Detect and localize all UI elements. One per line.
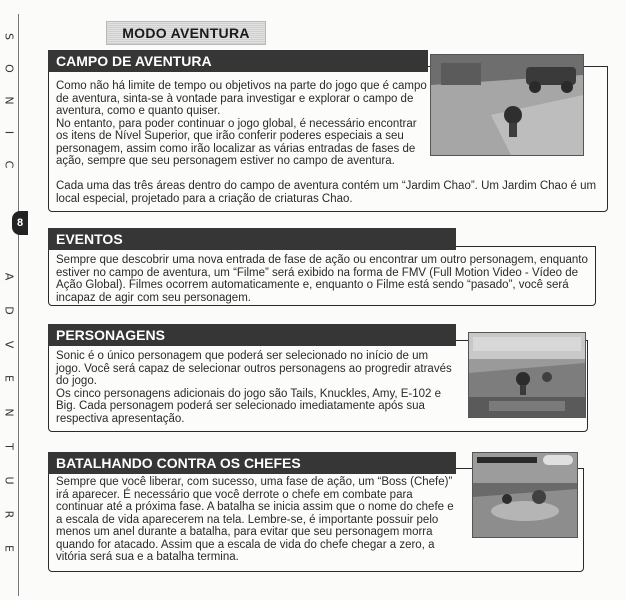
side-letter: A (2, 272, 16, 281)
screenshot-adventure-field (430, 54, 584, 156)
side-letter: V (2, 340, 16, 349)
side-letter: S (2, 33, 16, 40)
paragraph: Cada uma das três áreas dentro do campo de aventura contém um “Jardim Chao”. Um Jardim Chao é um local especial, projetado para a criação de criaturas Chao. (56, 180, 597, 205)
paragraph: Como não há limite de tempo ou objetivos na parte do jogo que é campo de aventura, sinta-se à vontade para investigar e explorar o campo de aventura, como e quanto quiser. (56, 80, 427, 117)
section-eventos-text (56, 254, 590, 304)
paragraph: Sempre que você liberar, com sucesso, uma fase de ação, um “Boss (Chefe)” irá aparecer. É necessário que você derrote o chefe em combate para continuar até a próxima fase. A batalha se inicia assim que o nome do chefe e a escala de vida aparecerem na tela. Lembre-se, é importante possuir pelo menos um anel durante a batalha, para evitar que seu personagem morra quando for atacado. Assim que a escala de vida do chefe chegar a zero, a vitória será sua e a batalha termina. (56, 476, 454, 563)
paragraph: Sempre que descobrir uma nova entrada de fase de ação ou encontrar um outro personagem, enquanto estiver no campo de aventura, um “Filme” será exibido na forma de FMV (Full Motion Video - Vídeo de Ação Global). Filmes ocorrem automaticamente e, enquanto o Filme está sendo “pasado”, você será incapaz de agir com seu personagem. (56, 254, 588, 304)
side-letter: E (2, 545, 16, 552)
side-letter: T (2, 443, 16, 450)
page-title: MODO AVENTURA (106, 21, 266, 45)
side-letter: D (2, 306, 16, 315)
screenshot-boss-battle (472, 452, 578, 538)
side-letter: O (2, 64, 16, 73)
page-number: 8 (12, 211, 28, 235)
margin-rule (18, 14, 19, 596)
section-title-chefes: BATALHANDO CONTRA OS CHEFES (48, 452, 456, 474)
side-letter: R (2, 510, 16, 519)
side-letter: I (2, 130, 16, 135)
section-campo-text-wide (56, 180, 601, 205)
section-campo-text (56, 80, 428, 168)
paragraph: Sonic é o único personagem que poderá ser selecionado no início de um jogo. Você será capaz de selecionar outros personagens ao progredir através do jogo. (56, 350, 452, 387)
side-letter: E (2, 375, 16, 382)
side-letter: N (2, 96, 16, 105)
section-title-eventos: EVENTOS (48, 228, 456, 250)
screenshot-character-select (468, 332, 586, 418)
side-letter: U (2, 476, 16, 485)
section-personagens-text (56, 350, 456, 425)
section-chefes-text (56, 476, 460, 564)
section-title-campo: CAMPO DE AVENTURA (48, 50, 428, 72)
paragraph: Os cinco personagens adicionais do jogo são Tails, Knuckles, Amy, E-102 e Big. Cada personagem poderá ser selecionado imediatamente após sua respectiva apresentação. (56, 387, 442, 425)
section-title-personagens: PERSONAGENS (48, 324, 456, 346)
paragraph: No entanto, para poder continuar o jogo global, é necessário encontrar os itens de Nível Superior, que irão conferir poderes especiais a seu personagem, assim como irão localizar as várias entradas de fases de ação, sempre que seu personagem estiver no campo de aventura. (56, 117, 417, 167)
side-letter: C (2, 160, 16, 169)
side-letter: N (2, 408, 16, 417)
